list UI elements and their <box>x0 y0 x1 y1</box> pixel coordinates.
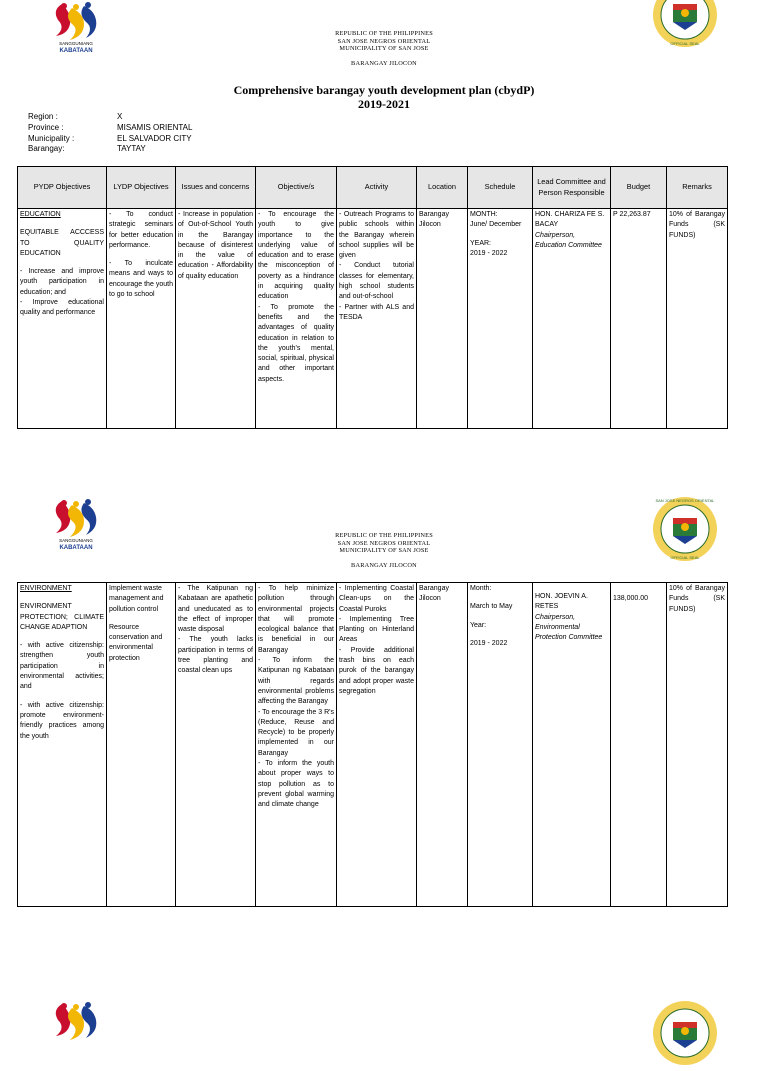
schedule-label: YEAR: <box>470 239 492 247</box>
info-row <box>28 144 192 155</box>
pydp-text: - Improve educational quality and performance <box>20 299 104 317</box>
pydp-text: - with active citizenship: promote environment-friendly practices among the youth <box>20 701 104 740</box>
pydp-title: EDUCATION <box>20 211 61 218</box>
letterhead-barangay: BARANGAY JILOCON <box>351 561 417 569</box>
column-header: Activity <box>337 167 417 209</box>
schedule-label: Year: <box>470 621 487 629</box>
pydp-cell <box>18 209 107 429</box>
pydp-text: - Increase and improve youth participation in education; and <box>20 268 104 296</box>
issues-text: - The youth lacks participation in terms of tree planting and coastal clean ups <box>178 636 253 675</box>
info-value: X <box>117 112 123 121</box>
svg-text:OFFICIAL SEAL: OFFICIAL SEAL <box>670 555 700 560</box>
lydp-text: - To inculcate means and ways to encourage the youth to go to school <box>109 260 173 299</box>
lydp-cell <box>107 583 176 907</box>
info-row <box>28 123 192 134</box>
location-info <box>28 112 192 155</box>
issues-cell <box>176 583 256 907</box>
pydp-text: - with active citizenship: strengthen youth participation in environmental activities; and <box>20 642 104 691</box>
objective-text: - To promote the benefits and the advantages of quality education in relation to the youth's mental, social, spiritual, physical and other important aspects. <box>258 303 334 383</box>
sangguniang-kabataan-logo <box>48 1000 104 1054</box>
issues-text: - Increase in population of Out-of-School Youth in the Barangay because of disinterest in the value of education - Affordability of quality education <box>178 211 253 280</box>
objectives-cell <box>256 583 337 907</box>
column-header: Budget <box>611 167 667 209</box>
lead-name: HON. JOEVIN A. RETES <box>535 593 588 611</box>
info-label: Municipality : <box>28 133 75 143</box>
info-value: EL SALVADOR CITY <box>117 133 192 143</box>
lydp-cell <box>107 209 176 429</box>
activity-text: - Conduct tutorial classes for elementary, high school students and out-of-school <box>339 262 414 301</box>
info-row <box>28 112 192 123</box>
lead-role: Chairperson, Environmental Protection Committee <box>535 613 603 642</box>
remarks-cell: 10% of Barangay Funds (SK FUNDS) <box>667 583 728 907</box>
remarks-cell: 10% of Barangay Funds (SK FUNDS) <box>667 209 728 429</box>
activity-text: - Implementing Coastal Clean-ups on the Coastal Puroks <box>339 585 414 613</box>
schedule-cell <box>468 209 533 429</box>
issues-cell <box>176 209 256 429</box>
lead-role: Chairperson, Education Committee <box>535 231 602 249</box>
budget-cell: 138,000.00 <box>611 583 667 907</box>
activity-text: - Implementing Tree Planting on Hinterland Areas <box>339 615 414 644</box>
svg-text:KABATAAN: KABATAAN <box>59 545 93 551</box>
letterhead-line: REPUBLIC OF THE PHILIPPINES <box>335 532 433 539</box>
info-row <box>28 134 192 145</box>
issues-text: - The Katipunan ng Kabataan are apathetic and uneducated as to the effect of improper waste disposal <box>178 585 253 634</box>
objective-text: - To inform the youth about proper ways to stop pollution as to prevent global warming and climate change <box>258 760 334 809</box>
svg-text:OFFICIAL SEAL: OFFICIAL SEAL <box>670 41 700 46</box>
letterhead-line: SAN JOSE NEGROS ORIENTAL <box>337 37 431 45</box>
title-main: Comprehensive barangay youth development plan (cbydP) <box>233 83 535 97</box>
schedule-label: MONTH: <box>470 211 498 218</box>
table-row <box>18 209 728 429</box>
activity-text: - Outreach Programs to public schools within the Barangay wherein school supplies will be given <box>339 211 414 260</box>
letterhead-line: SAN JOSE NEGROS ORIENTAL <box>337 539 431 547</box>
title-years: 2019-2021 <box>358 97 410 111</box>
column-header: Location <box>417 167 468 209</box>
svg-text:SANGGUNIANG: SANGGUNIANG <box>59 41 93 46</box>
column-header: Lead Committee and Person Responsible <box>533 167 611 209</box>
objective-text: - To encourage the 3 R's (Reduce, Reuse and Recycle) to be properly implemented in our Barangay <box>258 708 334 757</box>
objective-text: - To encourage the youth to give importance to the underlying value of education and to erase the misconception of poverty as a hindrance in acquiring quality education <box>258 211 334 301</box>
lydp-text: - To conduct strategic seminars for better education performance. <box>109 211 173 249</box>
pydp-cell <box>18 583 107 907</box>
column-header: PYDP Objectives <box>18 167 107 209</box>
table-row <box>18 583 728 907</box>
info-value: TAYTAY <box>117 144 146 154</box>
column-header: Remarks <box>667 167 728 209</box>
info-label: Barangay: <box>28 144 65 154</box>
schedule-cell <box>468 583 533 907</box>
schedule-month: June/ December <box>470 221 522 229</box>
letterhead-line: MUNICIPALITY OF SAN JOSE <box>339 45 429 53</box>
lydp-text: Implement waste management and pollution control <box>109 585 164 613</box>
activity-cell <box>337 583 417 907</box>
letterhead <box>0 532 768 569</box>
schedule-year: 2019 - 2022 <box>470 249 508 257</box>
svg-text:KABATAAN: KABATAAN <box>59 48 93 54</box>
info-label: Province : <box>28 122 64 132</box>
column-header: Objective/s <box>256 167 337 209</box>
letterhead-line: MUNICIPALITY OF SAN JOSE <box>339 547 429 555</box>
lydp-text: Resource conservation and environmental protection <box>109 623 163 662</box>
schedule-year: 2019 - 2022 <box>470 639 508 647</box>
budget-cell: P 22,263.87 <box>611 209 667 429</box>
objective-text: - To inform the Katipunan ng Kabataan with regards environmental problems affecting the Barangay <box>258 657 334 706</box>
education-plan-table <box>17 166 728 429</box>
letterhead <box>0 30 768 67</box>
column-header: Schedule <box>468 167 533 209</box>
activity-cell <box>337 209 417 429</box>
column-header: Issues and concerns <box>176 167 256 209</box>
location-cell: Barangay Jilocon <box>417 583 468 907</box>
activity-text: - Provide additional trash bins on each purok of the barangay and adopt proper waste segregation <box>339 646 414 695</box>
pydp-title: ENVIRONMENT <box>20 585 72 592</box>
official-seal-logo <box>652 1000 718 1066</box>
info-value: MISAMIS ORIENTAL <box>117 122 193 132</box>
letterhead-barangay: BARANGAY JILOCON <box>351 59 417 67</box>
lead-name: HON. CHARIZA FE S. BACAY <box>535 211 605 229</box>
environment-plan-table <box>17 582 728 907</box>
column-header: LYDP Objectives <box>107 167 176 209</box>
document-title <box>0 83 768 111</box>
pydp-text: ENVIRONMENT PROTECTION; CLIMATE CHANGE ADAPTION <box>20 603 104 631</box>
schedule-label: Month: <box>470 585 492 592</box>
svg-text:SANGGUNIANG: SANGGUNIANG <box>59 538 93 543</box>
lead-committee-cell <box>533 209 611 429</box>
lead-committee-cell <box>533 583 611 907</box>
letterhead-line: REPUBLIC OF THE PHILIPPINES <box>335 30 433 37</box>
objective-text: - To help minimize pollution through environmental projects that will promote ecological balance that is beneficial in our Barangay <box>258 585 334 654</box>
location-cell: Barangay Jilocon <box>417 209 468 429</box>
objectives-cell <box>256 209 337 429</box>
svg-text:SAN JOSE NEGROS ORIENTAL: SAN JOSE NEGROS ORIENTAL <box>655 498 715 503</box>
table-header-row <box>18 167 728 209</box>
schedule-month: March to May <box>470 603 513 611</box>
activity-text: - Partner with ALS and TESDA <box>339 303 414 321</box>
info-label: Region : <box>28 112 58 121</box>
pydp-text: EQUITABLE ACCCESS TO QUALITY EDUCATION <box>20 229 104 257</box>
